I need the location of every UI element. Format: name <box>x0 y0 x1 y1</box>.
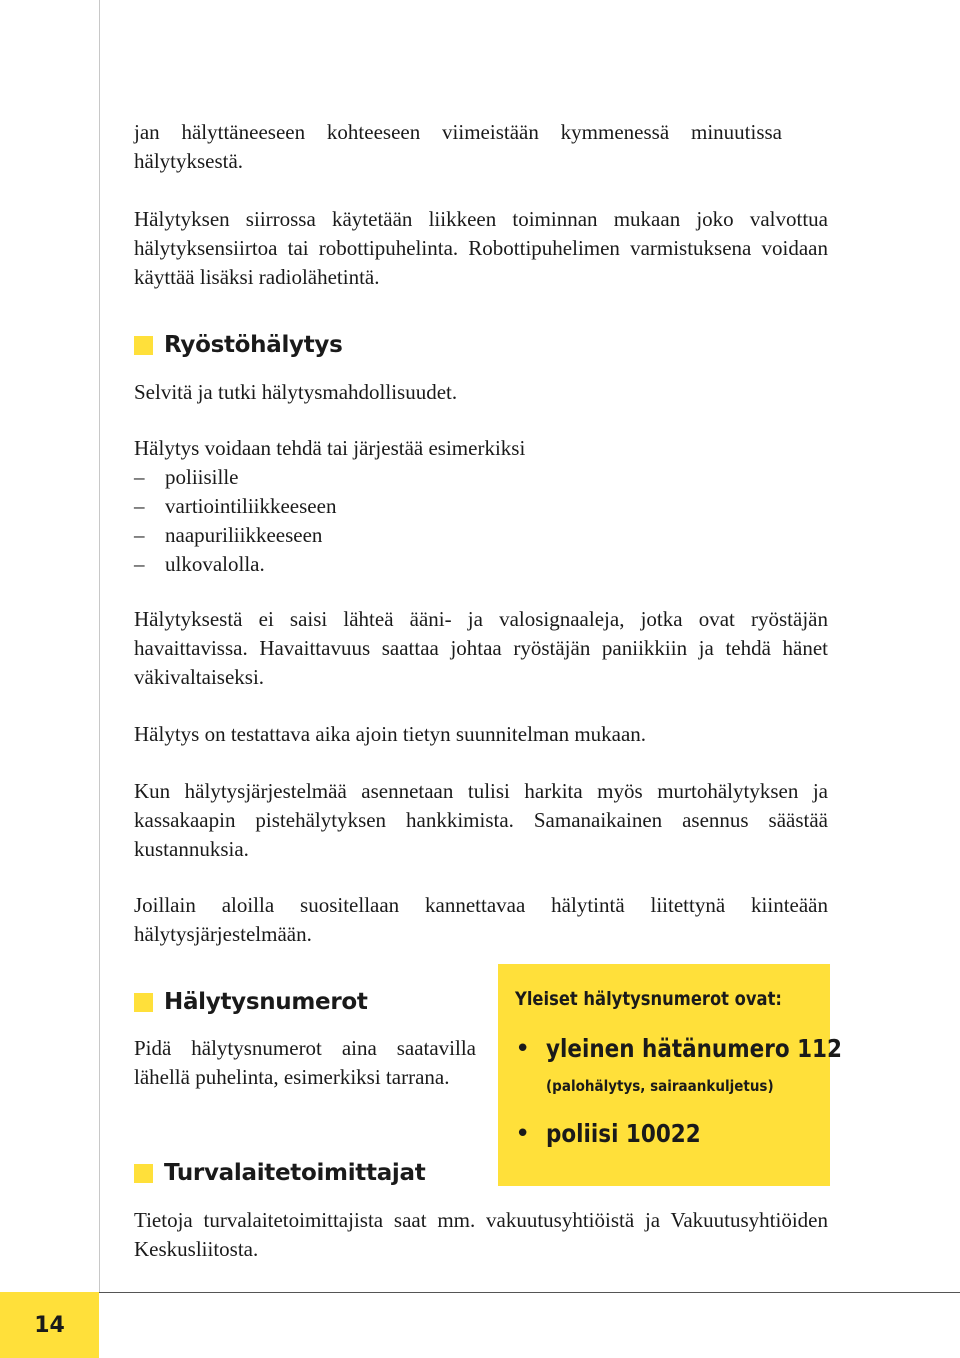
paragraph-keep-numbers: Pidä hälytysnumerot aina saatavilla lähellä puhelinta, esimerkiksi tarrana. <box>134 1036 476 1089</box>
heading-text: Turvalaitetoimittajat <box>164 1160 426 1186</box>
emergency-number-note: (palohälytys, sairaankuljetus) <box>546 1077 774 1095</box>
page-number-box <box>0 1292 99 1358</box>
heading-marker-icon <box>134 1164 153 1183</box>
police-number-text: poliisi 10022 <box>546 1119 701 1148</box>
paragraph-installation: Kun hälytysjärjestelmää asennetaan tulisi harkita myös murtohälytyksen ja kassakaapin pistehälytyksen hankkimista. Samanaikainen asennus säästää kustannuksia. <box>134 779 828 861</box>
emergency-number-item <box>515 1034 890 1064</box>
heading-text: Hälytysnumerot <box>164 989 368 1015</box>
dash-icon: – <box>134 552 145 576</box>
heading-alarm-numbers <box>134 989 368 1015</box>
dash-icon: – <box>134 465 145 489</box>
police-number-item <box>515 1119 726 1149</box>
paragraph-alarm-transfer: Hälytyksen siirrossa käytetään liikkeen toiminnan mukaan joko valvottua hälytyksensiirtoa tai robottipuhelinta. Robottipuhelimen varmistuksena voidaan käyttää lisäksi radiolähetintä. <box>134 207 828 289</box>
footer-rule <box>99 1292 960 1293</box>
bullet-icon: • <box>515 1119 531 1149</box>
paragraph-portable-alarm: Joillain aloilla suositellaan kannettavaa hälytintä liitettynä kiinteään hälytysjärjestelmään. <box>134 893 828 946</box>
dash-icon: – <box>134 523 145 547</box>
paragraph-testing: Hälytys on testattava aika ajoin tietyn suunnitelman mukaan. <box>134 722 647 746</box>
heading-text: Ryöstöhälytys <box>164 332 343 358</box>
paragraph-response-time: jan hälyttäneeseen kohteeseen viimeistään kymmenessä minuutissa hälytyksestä. <box>134 120 782 173</box>
emergency-numbers-box <box>498 964 842 1186</box>
paragraph-alarm-options: Hälytys voidaan tehdä tai järjestää esimerkiksi <box>134 436 526 460</box>
heading-marker-icon <box>134 336 153 355</box>
emergency-number-text: yleinen hätänumero 112 <box>546 1034 842 1063</box>
list-item: – poliisille <box>134 463 336 492</box>
heading-security-suppliers <box>134 1160 425 1186</box>
heading-robbery-alarm <box>134 332 343 358</box>
margin-rule <box>99 0 100 1292</box>
list-item: – vartiointiliikkeeseen <box>134 492 336 521</box>
box-title: Yleiset hälytysnumerot ovat: <box>515 988 782 1010</box>
paragraph-investigate: Selvitä ja tutki hälytysmahdollisuudet. <box>134 380 458 404</box>
heading-marker-icon <box>134 993 153 1012</box>
list-item: – ulkovalolla. <box>134 550 336 579</box>
paragraph-supplier-info: Tietoja turvalaitetoimittajista saat mm. vakuutusyhtiöistä ja Vakuutusyhtiöiden Keskusliitosta. <box>134 1208 828 1261</box>
alarm-recipient-list <box>134 463 336 579</box>
bullet-icon: • <box>515 1034 531 1064</box>
list-item: – naapuriliikkeeseen <box>134 521 336 550</box>
dash-icon: – <box>134 494 145 518</box>
paragraph-signals: Hälytyksestä ei saisi lähteä ääni- ja valosignaaleja, jotka ovat ryöstäjän havaittavissa. Havaittavuus saattaa johtaa ryöstäjän paniikkiin ja tehdä hänet väkivaltaiseksi. <box>134 607 828 689</box>
page-number: 14 <box>34 1312 65 1338</box>
